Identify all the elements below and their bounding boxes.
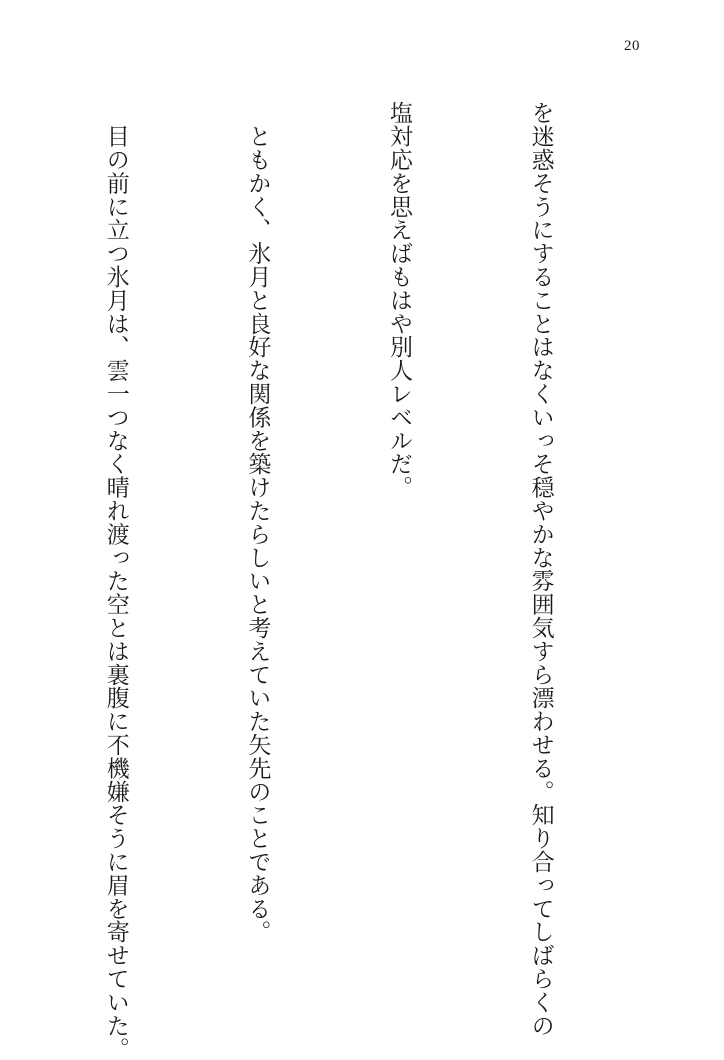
text-line: 塩対応を思えばもはや別人レベルだ。 bbox=[385, 101, 412, 499]
body-text bbox=[0, 101, 658, 1060]
text-line: 目の前に立つ氷月は、雲一つなく晴れ渡った空とは裏腹に不機嫌そうに眉を寄せていた。 bbox=[102, 101, 129, 1060]
text-line: ともかく、氷月と良好な関係を築けたらしいと考えていた矢先のことである。 bbox=[244, 101, 271, 944]
text-line: を迷惑そうにすることはなくいっそ穏やかな雰囲気すら漂わせる。知り合ってしばらくの bbox=[527, 101, 554, 1037]
page-number: 20 bbox=[624, 38, 640, 54]
